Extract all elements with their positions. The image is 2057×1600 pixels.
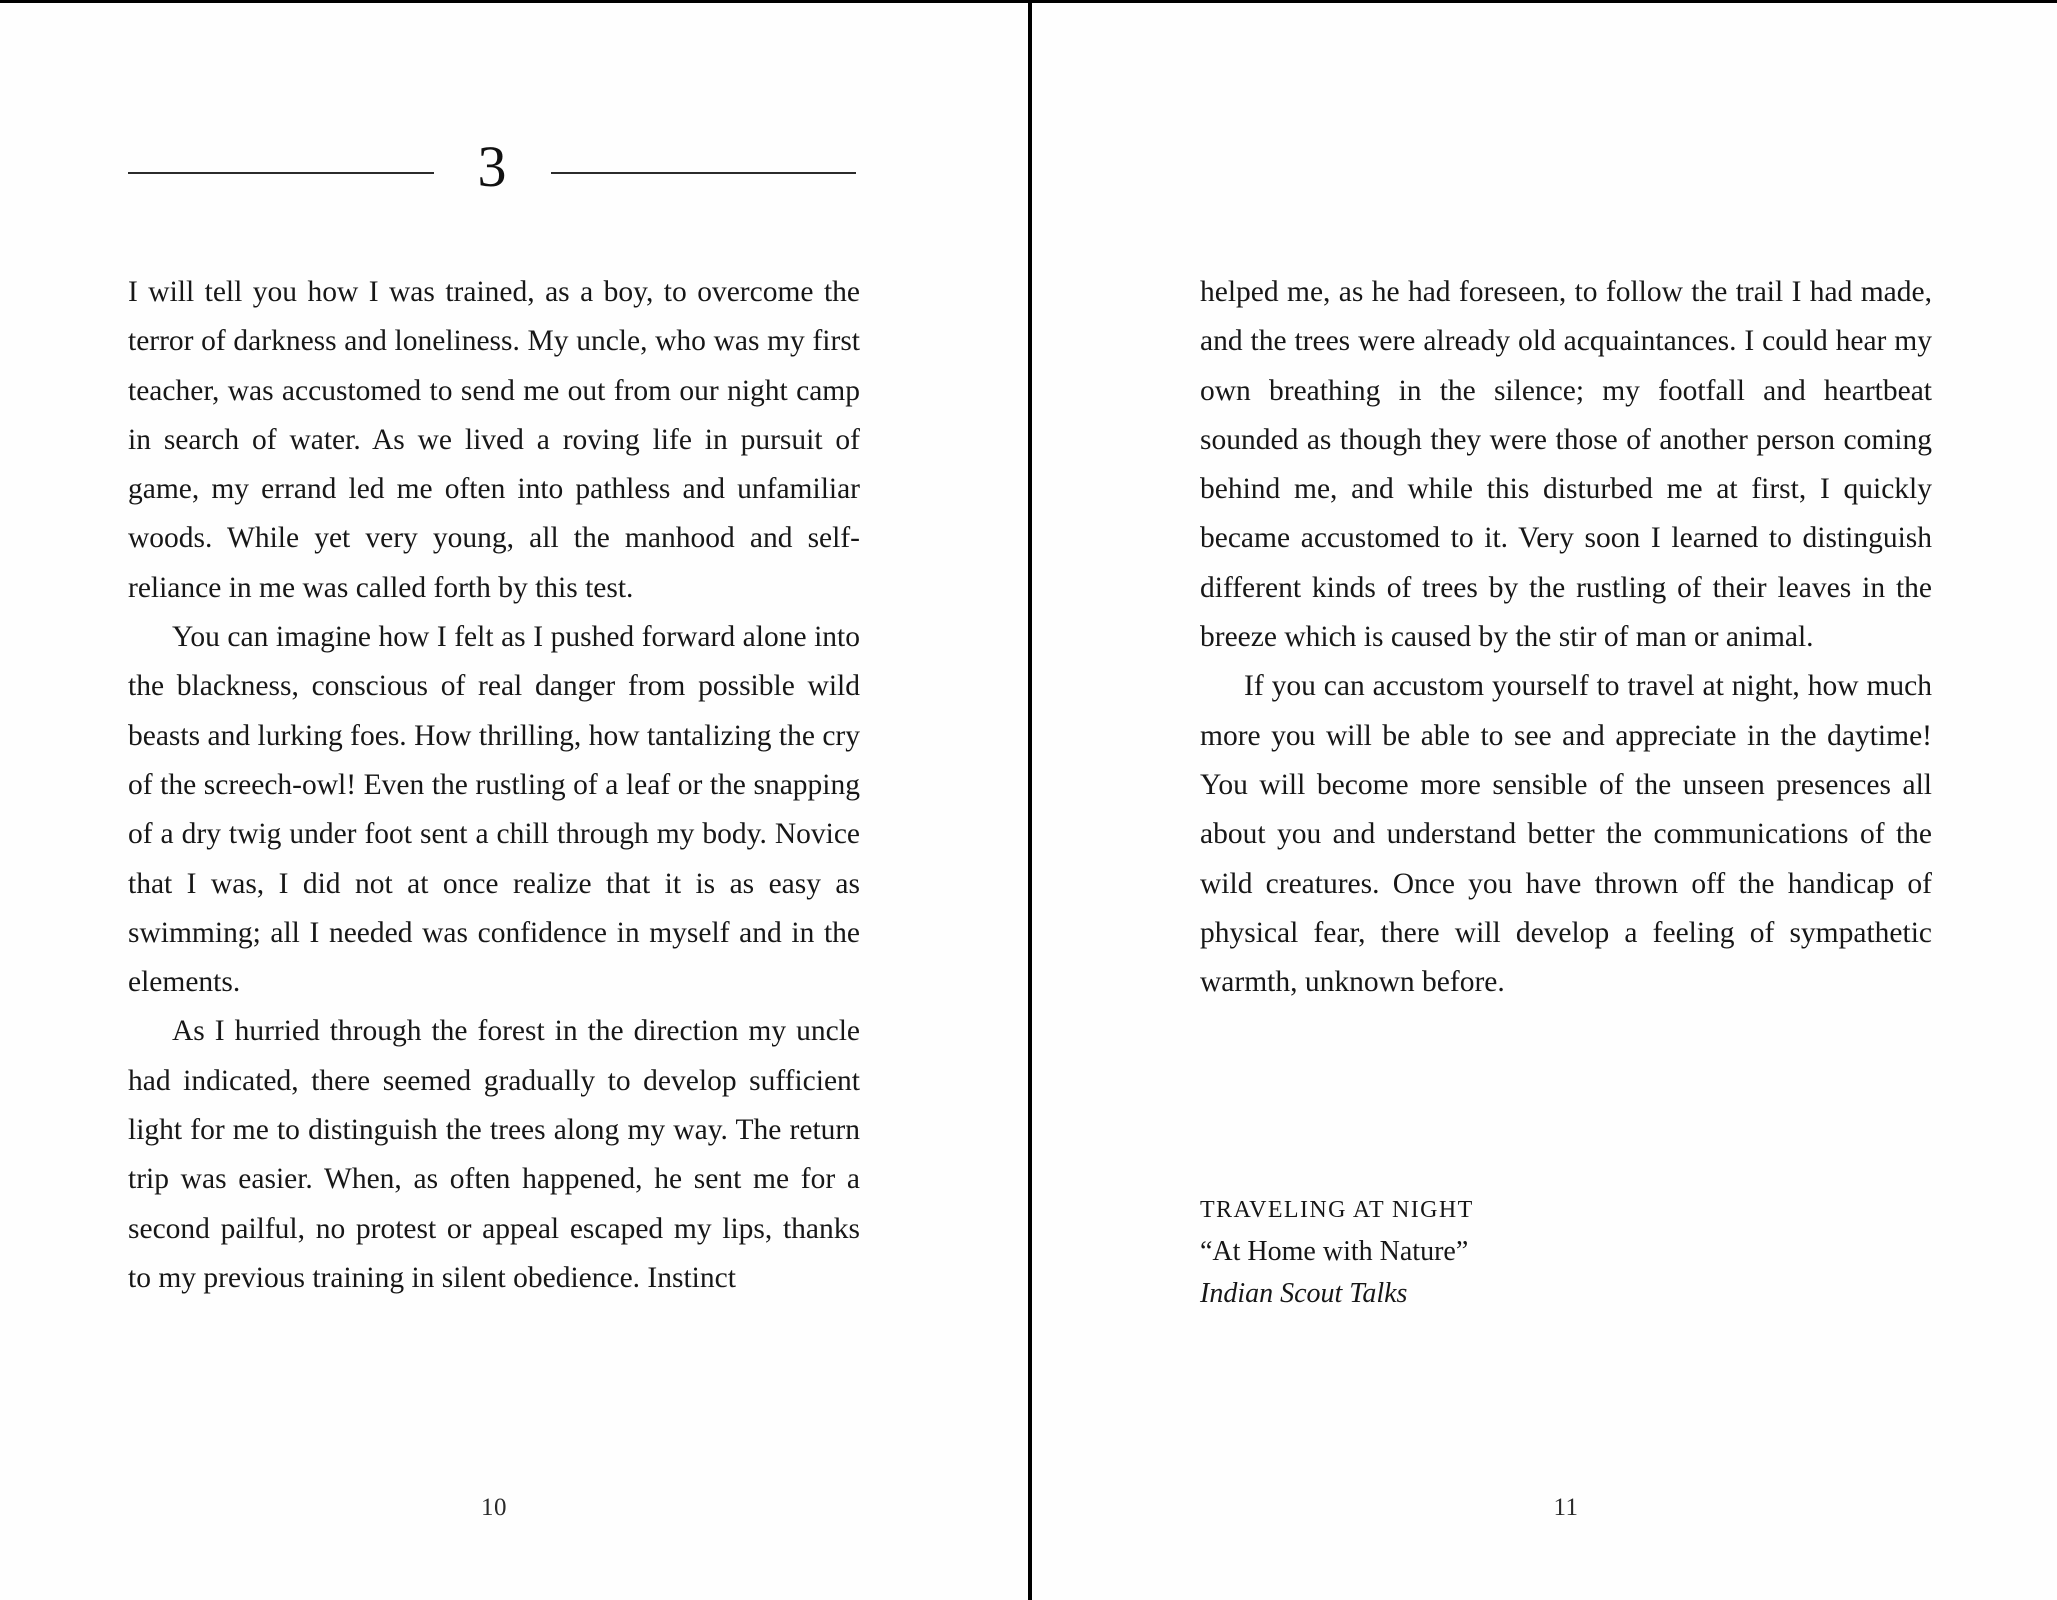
paragraph: If you can accustom yourself to travel at night, how much more you will be able to see and appreciate in the daytime! You will become more sensible of the unseen presences all about you and understand better the communications of the wild creatures. Once you have thrown off the handicap of physical fear, there will develop a feeling of sympathetic warmth, unknown before. [1200,670,1932,999]
chapter-number: 3 [477,134,507,199]
right-page [1028,3,2057,1600]
paragraph: I will tell you how I was trained, as a boy, to overcome the terror of darkness and loneliness. My uncle, who was my first teacher, was accustomed to send me out from our night camp in search of water. As we lived a roving life in pursuit of game, my errand led me often into pathless and unfamiliar woods. While yet very young, all the manhood and self-reliance in me was called forth by this test. [128,276,860,604]
attribution-block [1200,1189,1932,1315]
paragraph: As I hurried through the forest in the direction my uncle had indicated, there seemed gradually to develop sufficient light for me to distinguish the trees along my way. The return trip was easier. When, as often happened, he sent me for a second pailful, no protest or appeal escaped my lips, thanks to my previous training in silent obedience. Instinct [128,1015,860,1294]
page-number: 11 [1553,1494,1579,1521]
attribution-title: “At Home with Nature” [1200,1236,1469,1267]
paragraph: You can imagine how I felt as I pushed forward alone into the blackness, conscious of real danger from possible wild beasts and lurking foes. How thrilling, how tantalizing the cry of the screech-owl! Even the rustling of a leaf or the snapping of a dry twig under foot sent a chill through my body. Novice that I was, I did not at once realize that it is as easy as swimming; all I needed was confidence in myself and in the elements. [128,621,860,999]
left-page [0,3,1028,1600]
page-number: 10 [481,1494,507,1521]
chapter-rule-right [551,172,857,174]
attribution-book: Indian Scout Talks [1200,1278,1408,1309]
chapter-rule-left [128,172,434,174]
attribution-source: TRAVELING AT NIGHT [1200,1197,1474,1223]
chapter-heading [128,133,856,213]
left-page-body [128,268,860,1303]
right-page-body [1200,268,1932,1007]
paragraph: helped me, as he had foreseen, to follow the trail I had made, and the trees were already old acquaintances. I could hear my own breathing in the silence; my footfall and heartbeat sounded as though they were those of another person coming behind me, and while this disturbed me at first, I quickly became accustomed to it. Very soon I learned to distinguish different kinds of trees by the rustling of their leaves in the breeze which is caused by the stir of man or animal. [1200,276,1932,654]
